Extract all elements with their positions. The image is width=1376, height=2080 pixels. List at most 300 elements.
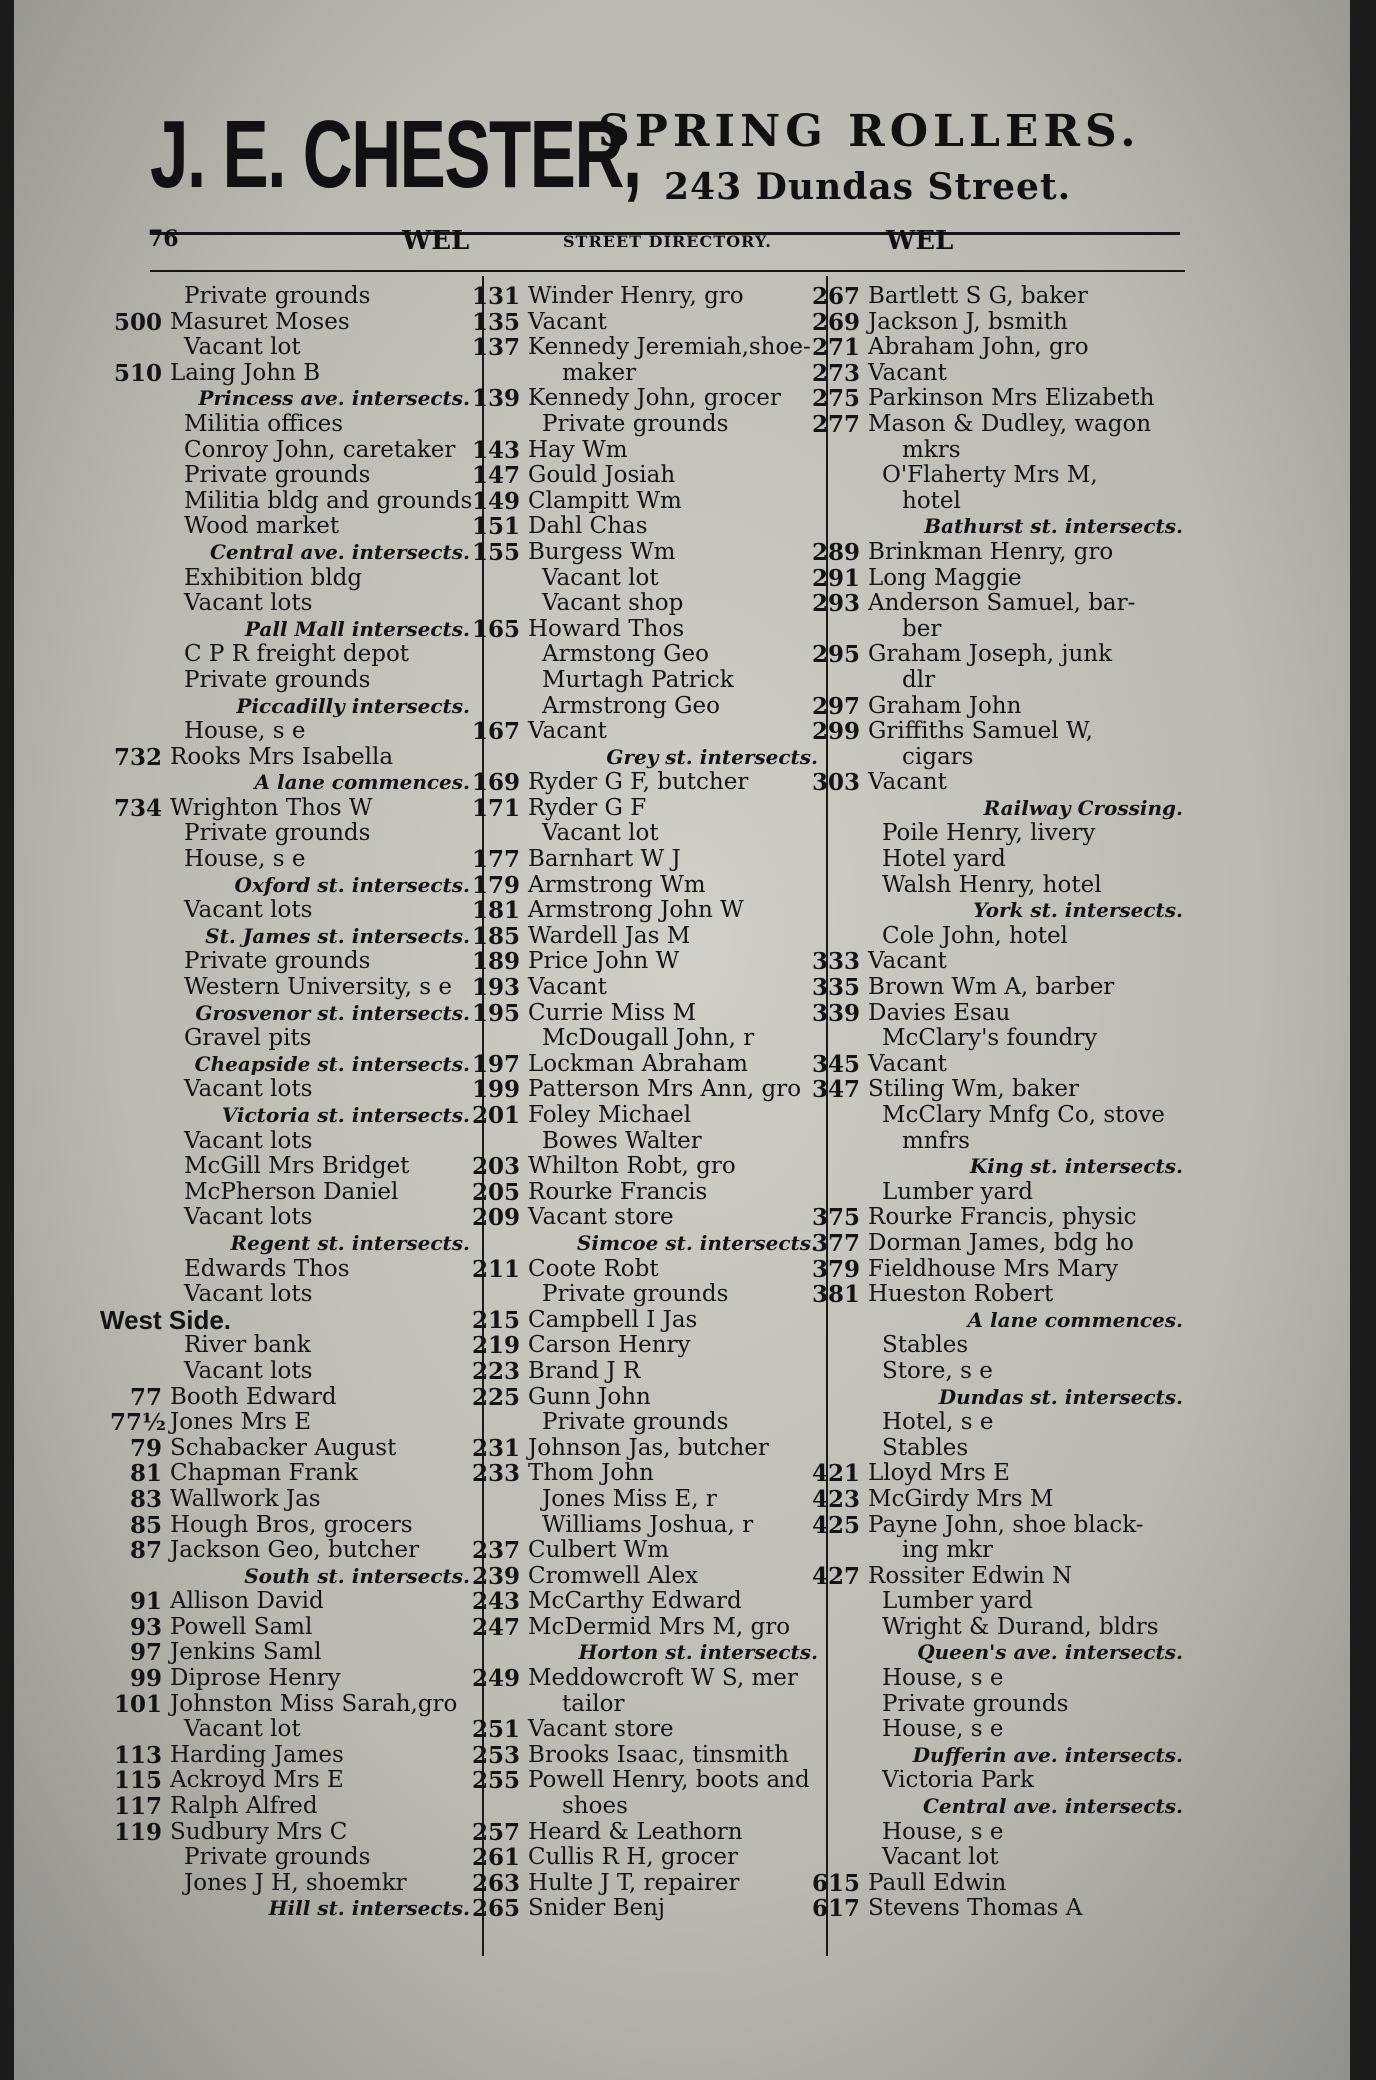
entry-text: Johnson Jas, butcher (528, 1434, 769, 1461)
street-number: 732 (113, 743, 162, 771)
street-number: 273 (811, 359, 860, 387)
entry-text: Griffiths Samuel W, (868, 718, 1093, 745)
entry-text: Dundas st. intersects. (938, 1384, 1183, 1409)
entry-text: Militia offices (184, 410, 344, 437)
directory-entry (110, 1794, 470, 1820)
cross-street-line (110, 617, 470, 643)
directory-entry (468, 1410, 818, 1436)
entry-text: Allison David (170, 1588, 324, 1615)
entry-text: West Side. (100, 1304, 232, 1335)
entry-text: Lloyd Mrs E (868, 1460, 1010, 1487)
entry-text: Lumber yard (882, 1588, 1033, 1615)
entry-text: Armstrong Wm (528, 871, 706, 898)
directory-entry (110, 1180, 470, 1206)
street-number: 375 (811, 1204, 860, 1232)
directory-entry (808, 1103, 1183, 1129)
entry-text: Queen's ave. intersects. (917, 1640, 1183, 1665)
directory-entry (808, 1513, 1183, 1539)
entry-text: Hueston Robert (868, 1281, 1054, 1308)
directory-entry (110, 284, 470, 310)
cross-street-line (468, 745, 818, 771)
cross-street-line (110, 1564, 470, 1590)
directory-entry (808, 617, 1183, 643)
directory-entry (808, 1231, 1183, 1257)
street-number: 179 (471, 871, 520, 899)
street-number: 275 (811, 385, 860, 413)
directory-entry (110, 1333, 470, 1359)
entry-text: Brand J R (528, 1357, 641, 1384)
directory-entry (468, 1308, 818, 1334)
entry-text: Jones Mrs E (170, 1409, 312, 1436)
street-number: 151 (471, 513, 520, 541)
entry-text: Hotel, s e (882, 1409, 994, 1436)
directory-entry (468, 438, 818, 464)
street-number: 303 (811, 769, 860, 797)
entry-text: Railway Crossing. (983, 795, 1183, 820)
entry-text: Davies Esau (868, 999, 1011, 1026)
entry-text: Lumber yard (882, 1178, 1033, 1205)
directory-entry (468, 1820, 818, 1846)
directory-entry (808, 745, 1183, 771)
entry-text: Private grounds (184, 462, 371, 489)
directory-entry (468, 1333, 818, 1359)
street-number: 617 (811, 1895, 860, 1923)
cross-street-line (110, 924, 470, 950)
directory-entry (808, 1692, 1183, 1718)
entry-text: Patterson Mrs Ann, gro (528, 1076, 802, 1103)
entry-text: Carson Henry (528, 1332, 691, 1359)
entry-text: Abraham John, gro (868, 334, 1089, 361)
directory-entry (468, 1205, 818, 1231)
directory-entry (468, 1692, 818, 1718)
directory-entry (468, 1026, 818, 1052)
entry-text: Cole John, hotel (882, 922, 1068, 949)
cross-street-line (808, 514, 1183, 540)
entry-text: Private grounds (184, 283, 371, 309)
entry-text: St. James st. intersects. (205, 923, 470, 948)
directory-entry (808, 1487, 1183, 1513)
directory-entry (808, 1026, 1183, 1052)
street-number: 97 (129, 1639, 162, 1667)
directory-entry (110, 1436, 470, 1462)
street-number: 243 (471, 1588, 520, 1616)
street-number: 81 (129, 1460, 162, 1488)
street-number: 203 (471, 1153, 520, 1181)
street-number: 219 (471, 1332, 520, 1360)
street-number: 93 (129, 1613, 162, 1641)
street-number: 734 (113, 794, 162, 822)
directory-entry (110, 1820, 470, 1846)
center-heading: STREET DIRECTORY. (563, 232, 772, 251)
directory-entry (808, 1257, 1183, 1283)
entry-text: Wrighton Thos W (170, 794, 373, 821)
directory-entry (110, 642, 470, 668)
directory-entry (110, 412, 470, 438)
street-number: 209 (471, 1204, 520, 1232)
directory-entry (110, 1717, 470, 1743)
directory-entry (110, 361, 470, 387)
street-number: 381 (811, 1281, 860, 1309)
cross-street-line (808, 796, 1183, 822)
directory-entry (468, 1871, 818, 1897)
entry-text: McClary Mnfg Co, stove (882, 1102, 1165, 1128)
entry-text: Fieldhouse Mrs Mary (868, 1255, 1119, 1282)
street-number: 205 (471, 1178, 520, 1206)
entry-text: Piccadilly intersects. (236, 693, 470, 718)
entry-text: Parkinson Mrs Elizabeth (868, 385, 1155, 412)
entry-text: mkrs (902, 436, 961, 463)
street-number: 335 (811, 974, 860, 1002)
entry-text: Long Maggie (868, 564, 1022, 591)
directory-entry (468, 821, 818, 847)
directory-entry (468, 335, 818, 361)
entry-text: Stables (882, 1332, 969, 1359)
entry-text: Grey st. intersects. (606, 744, 818, 769)
directory-entry (468, 1717, 818, 1743)
entry-text: Private grounds (882, 1690, 1069, 1717)
directory-entry (110, 1768, 470, 1794)
entry-text: McDougall John, r (542, 1025, 755, 1052)
right-page-edge (1350, 0, 1376, 2080)
entry-text: Vacant lots (184, 1281, 313, 1308)
entry-text: Kennedy Jeremiah,shoe- (528, 334, 811, 361)
directory-entry (110, 1743, 470, 1769)
directory-entry (468, 847, 818, 873)
entry-text: Wardell Jas M (528, 922, 691, 949)
street-number: 333 (811, 948, 860, 976)
directory-entry (808, 591, 1183, 617)
directory-entry (808, 1077, 1183, 1103)
street-number: 149 (471, 487, 520, 515)
directory-entry (110, 1129, 470, 1155)
entry-text: Ryder G F (528, 794, 647, 821)
entry-text: Simcoe st. intersects. (576, 1230, 818, 1255)
directory-entry (468, 975, 818, 1001)
directory-entry (110, 1359, 470, 1385)
cross-street-line (808, 1640, 1183, 1666)
advertiser-name: J. E. CHESTER, (150, 101, 641, 208)
directory-entry (808, 1845, 1183, 1871)
directory-entry (110, 310, 470, 336)
directory-entry (808, 668, 1183, 694)
street-number: 199 (471, 1076, 520, 1104)
directory-entry (468, 873, 818, 899)
cross-street-line (110, 1052, 470, 1078)
street-number: 215 (471, 1306, 520, 1334)
entry-text: Cromwell Alex (528, 1562, 699, 1589)
entry-text: McPherson Daniel (184, 1178, 399, 1205)
directory-entry (808, 1717, 1183, 1743)
street-number: 185 (471, 922, 520, 950)
directory-entry (808, 1538, 1183, 1564)
directory-entry (110, 591, 470, 617)
directory-entry (110, 514, 470, 540)
entry-text: Victoria Park (882, 1767, 1034, 1794)
directory-entry (808, 1820, 1183, 1846)
entry-text: Store, s e (882, 1357, 993, 1384)
left-page-edge (0, 0, 14, 2080)
street-number: 87 (129, 1537, 162, 1565)
advertisement-banner (150, 100, 1210, 230)
entry-text: McGill Mrs Bridget (184, 1153, 410, 1180)
entry-text: Bartlett S G, baker (868, 283, 1088, 309)
street-number: 113 (113, 1741, 162, 1769)
street-number: 299 (811, 718, 860, 746)
directory-entry (468, 1052, 818, 1078)
entry-text: Dufferin ave. intersects. (912, 1742, 1183, 1767)
street-number: 201 (471, 1102, 520, 1129)
directory-entry (110, 1640, 470, 1666)
street-number: 195 (471, 999, 520, 1027)
entry-text: Ackroyd Mrs E (170, 1767, 344, 1794)
advertiser-address: 243 Dundas Street. (664, 166, 1072, 208)
entry-text: Walsh Henry, hotel (882, 871, 1102, 898)
entry-text: Bathurst st. intersects. (924, 514, 1183, 539)
directory-entry (468, 361, 818, 387)
entry-text: Mason & Dudley, wagon (868, 410, 1152, 437)
directory-entry (808, 770, 1183, 796)
cross-street-line (110, 1001, 470, 1027)
entry-text: Hough Bros, grocers (170, 1511, 413, 1538)
street-number: 177 (471, 846, 520, 874)
entry-text: Thom John (528, 1460, 654, 1487)
directory-entry (468, 540, 818, 566)
directory-entry (808, 924, 1183, 950)
directory-entry (468, 796, 818, 822)
entry-text: Dorman James, bdg ho (868, 1229, 1134, 1256)
street-number: 427 (811, 1562, 860, 1590)
entry-text: Horton st. intersects. (578, 1640, 818, 1665)
directory-entry (808, 1896, 1183, 1922)
directory-column-2 (468, 284, 818, 1922)
directory-entry (808, 1768, 1183, 1794)
directory-entry (110, 1077, 470, 1103)
entry-text: Vacant lot (184, 334, 301, 361)
entry-text: Wright & Durand, bldrs (882, 1613, 1159, 1640)
street-number: 101 (113, 1690, 162, 1718)
entry-text: Stevens Thomas A (868, 1895, 1083, 1922)
street-number: 293 (811, 590, 860, 618)
entry-text: Payne John, shoe black- (868, 1511, 1144, 1538)
directory-entry (468, 949, 818, 975)
street-number: 297 (811, 692, 860, 720)
entry-text: Vacant store (528, 1716, 674, 1743)
entry-text: Clampitt Wm (528, 487, 682, 514)
directory-column-3 (808, 284, 1183, 1922)
entry-text: Culbert Wm (528, 1537, 670, 1564)
entry-text: Booth Edward (170, 1383, 337, 1410)
entry-text: Ryder G F, butcher (528, 769, 749, 796)
directory-entry (110, 1666, 470, 1692)
entry-text: Johnston Miss Sarah,gro (170, 1690, 458, 1717)
entry-text: Victoria st. intersects. (221, 1103, 470, 1127)
directory-entry (468, 591, 818, 617)
directory-entry (468, 1359, 818, 1385)
entry-text: Vacant (528, 974, 607, 1001)
directory-entry (468, 1794, 818, 1820)
directory-entry (110, 1615, 470, 1641)
directory-entry (468, 1180, 818, 1206)
entry-text: Laing John B (170, 359, 321, 386)
entry-text: Howard Thos (528, 615, 685, 642)
directory-entry (110, 1205, 470, 1231)
entry-text: Paull Edwin (868, 1869, 1007, 1896)
street-number: 155 (471, 538, 520, 566)
directory-entry (110, 566, 470, 592)
entry-text: Armstrong John W (528, 897, 744, 924)
street-number: 197 (471, 1050, 520, 1078)
directory-entry (808, 386, 1183, 412)
directory-entry (808, 489, 1183, 515)
cross-street-line (808, 898, 1183, 924)
entry-text: Jenkins Saml (170, 1639, 322, 1666)
street-number: 255 (471, 1767, 520, 1795)
directory-entry (468, 1001, 818, 1027)
entry-text: cigars (902, 743, 974, 770)
street-number: 193 (471, 974, 520, 1002)
street-number: 265 (471, 1895, 520, 1923)
entry-text: Brown Wm A, barber (868, 974, 1115, 1001)
entry-text: Militia bldg and grounds (184, 487, 473, 514)
entry-text: Murtagh Patrick (542, 666, 734, 693)
street-number: 189 (471, 948, 520, 976)
entry-text: Cullis R H, grocer (528, 1844, 738, 1871)
entry-text: Jackson J, bsmith (868, 308, 1068, 335)
street-number: 181 (471, 897, 520, 925)
directory-entry (110, 796, 470, 822)
entry-text: Hill st. intersects. (268, 1896, 470, 1921)
directory-entry (468, 1077, 818, 1103)
running-header (148, 226, 1178, 266)
street-number: 257 (471, 1818, 520, 1846)
street-number: 115 (113, 1767, 162, 1795)
cross-street-line (110, 694, 470, 720)
directory-entry (808, 949, 1183, 975)
entry-text: Vacant (868, 948, 947, 975)
street-number: 237 (471, 1537, 520, 1565)
street-number: 615 (811, 1869, 860, 1897)
entry-text: McGirdy Mrs M (868, 1485, 1054, 1512)
directory-entry (808, 719, 1183, 745)
directory-entry (468, 1487, 818, 1513)
entry-text: Whilton Robt, gro (528, 1153, 736, 1180)
entry-text: McCarthy Edward (528, 1588, 742, 1615)
entry-text: shoes (562, 1793, 628, 1820)
entry-text: Vacant lots (184, 1076, 313, 1103)
entry-text: Vacant lot (882, 1844, 999, 1871)
directory-entry (110, 1282, 470, 1308)
entry-text: A lane commences. (967, 1307, 1183, 1332)
directory-entry (468, 1513, 818, 1539)
street-number: 85 (129, 1511, 162, 1539)
left-heading: WEL (402, 226, 470, 256)
entry-text: Regent st. intersects. (230, 1230, 470, 1255)
entry-text: Vacant shop (542, 590, 684, 617)
entry-text: Diprose Henry (170, 1665, 341, 1692)
street-number: 261 (471, 1844, 520, 1872)
entry-text: Vacant (868, 1050, 947, 1077)
street-number: 263 (471, 1869, 520, 1897)
entry-text: House, s e (882, 1716, 1004, 1743)
entry-text: Central ave. intersects. (923, 1794, 1183, 1819)
directory-entry (110, 719, 470, 745)
cross-street-line (468, 1640, 818, 1666)
directory-entry (808, 1589, 1183, 1615)
entry-text: Hulte J T, repairer (528, 1869, 740, 1896)
directory-entry (110, 975, 470, 1001)
street-number: 119 (113, 1818, 162, 1846)
street-number: 347 (811, 1076, 860, 1104)
entry-text: Private grounds (184, 666, 371, 693)
street-number: 247 (471, 1613, 520, 1641)
advertiser-tagline: SPRING ROLLERS. (598, 106, 1141, 157)
section-heading (100, 1304, 470, 1335)
header-rule (150, 270, 1185, 272)
street-number: 377 (811, 1229, 860, 1257)
directory-entry (468, 719, 818, 745)
entry-text: C P R freight depot (184, 641, 410, 668)
cross-street-line (468, 1231, 818, 1257)
directory-entry (808, 1461, 1183, 1487)
entry-text: Conroy John, caretaker (184, 436, 456, 463)
street-number: 423 (811, 1485, 860, 1513)
directory-entry (808, 566, 1183, 592)
entry-text: Gunn John (528, 1383, 651, 1410)
entry-text: Stables (882, 1434, 969, 1461)
directory-entry (468, 1461, 818, 1487)
directory-entry (808, 1564, 1183, 1590)
directory-entry (110, 1487, 470, 1513)
directory-entry (808, 310, 1183, 336)
street-number: 77 (129, 1383, 162, 1411)
entry-text: Wallwork Jas (170, 1485, 321, 1512)
street-number: 379 (811, 1255, 860, 1283)
directory-entry (110, 487, 473, 515)
street-number: 249 (471, 1665, 520, 1693)
entry-text: Exhibition bldg (184, 564, 363, 591)
entry-text: maker (562, 359, 637, 386)
entry-text: Sudbury Mrs C (170, 1818, 348, 1845)
directory-entry (468, 386, 818, 412)
entry-text: Armstrong Geo (542, 692, 720, 719)
entry-text: House, s e (184, 718, 306, 745)
directory-entry (110, 438, 470, 464)
entry-text: Princess ave. intersects. (198, 386, 470, 411)
directory-entry (468, 1743, 818, 1769)
street-number: 91 (129, 1588, 162, 1616)
directory-entry (110, 847, 470, 873)
directory-entry (808, 1001, 1183, 1027)
entry-text: Jones J H, shoemkr (184, 1869, 407, 1896)
street-number: 171 (471, 794, 520, 822)
directory-entry (468, 1103, 818, 1129)
entry-text: Harding James (170, 1741, 344, 1768)
directory-entry (808, 1871, 1183, 1897)
street-number: 291 (811, 564, 860, 592)
entry-text: Private grounds (542, 410, 729, 437)
entry-text: Central ave. intersects. (210, 539, 470, 564)
entry-text: Bowes Walter (542, 1127, 702, 1154)
entry-text: Dahl Chas (528, 513, 648, 540)
entry-text: Williams Joshua, r (542, 1511, 754, 1538)
cross-street-line (808, 1154, 1183, 1180)
entry-text: Schabacker August (170, 1434, 397, 1461)
directory-entry (110, 898, 470, 924)
entry-text: Vacant (528, 308, 607, 335)
directory-entry (808, 1282, 1183, 1308)
directory-entry (468, 1666, 818, 1692)
directory-entry (808, 438, 1183, 464)
